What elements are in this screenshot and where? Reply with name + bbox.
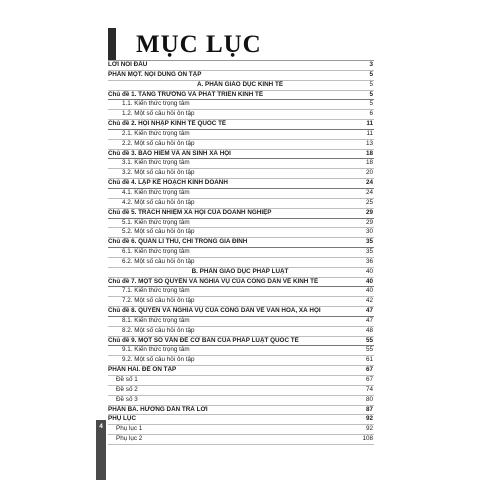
toc-entry-label: Chủ đề 6. QUẢN LÍ THU, CHI TRONG GIA ĐÌNH — [108, 238, 248, 246]
toc-entry-page: 61 — [365, 356, 373, 364]
toc-entry[interactable] — [108, 248, 374, 258]
toc-entry-page: 40 — [365, 287, 373, 295]
toc-entry-page: 3 — [369, 61, 373, 68]
toc-entry-page: 30 — [365, 228, 373, 236]
toc-entry-label: 6.2. Một số câu hỏi ôn tập — [122, 257, 195, 265]
toc-entry-label: Chủ đề 1. TĂNG TRƯỞNG VÀ PHÁT TRIỂN KINH TẾ — [108, 90, 264, 98]
toc-entry-page: 80 — [365, 395, 373, 403]
toc-entry-label: 9.2. Một số câu hỏi ôn tập — [122, 356, 195, 364]
toc-entry-label: A. PHẦN GIÁO DỤC KINH TẾ — [196, 80, 284, 88]
toc-entry-page: 87 — [365, 405, 373, 413]
toc-entry-label: 2.1. Kiến thức trọng tâm — [122, 129, 190, 137]
toc-entry[interactable] — [108, 415, 374, 425]
toc-entry-label: Đề số 3 — [116, 395, 138, 403]
toc-entry-page: 5 — [369, 70, 373, 78]
toc-entry[interactable] — [108, 140, 374, 150]
toc-entry-page: 20 — [365, 169, 373, 177]
toc-entry-label: PHỤ LỤC — [108, 415, 136, 423]
toc-entry-page: 11 — [366, 120, 373, 128]
toc-entry[interactable] — [108, 169, 374, 179]
toc-entry[interactable] — [108, 100, 374, 110]
toc-entry[interactable] — [108, 91, 374, 101]
toc-entry-label: Chủ đề 7. MỘT SỐ QUYỀN VÀ NGHĨA VỤ CỦA CÔNG DÂN VỀ KINH TẾ — [108, 277, 319, 285]
toc-entry[interactable] — [108, 435, 374, 445]
title-band — [108, 28, 374, 61]
toc-entry[interactable] — [108, 238, 374, 248]
toc-entry[interactable] — [108, 71, 374, 81]
toc-entry-page: 24 — [365, 179, 373, 187]
toc-entry-page: 47 — [365, 316, 373, 324]
toc-entry-label: Chủ đề 9. MỘT SỐ VẤN ĐỀ CƠ BẢN CỦA PHÁP LUẬT QUỐC TẾ — [108, 336, 299, 344]
toc-entry-label: 5.1. Kiến thức trọng tâm — [122, 218, 190, 226]
toc-entry-page: 40 — [365, 267, 373, 275]
toc-entry[interactable] — [108, 120, 374, 130]
toc-entry-label: 4.2. Một số câu hỏi ôn tập — [122, 198, 195, 206]
toc-entry[interactable] — [108, 209, 374, 219]
toc-entry[interactable] — [108, 150, 374, 160]
toc-entry-label: Chủ đề 4. LẬP KẾ HOẠCH KINH DOANH — [108, 179, 228, 187]
toc-entry[interactable] — [108, 199, 374, 209]
toc-entry[interactable] — [108, 406, 374, 416]
table-of-contents — [108, 61, 374, 445]
toc-entry-page: 55 — [365, 336, 373, 344]
toc-entry[interactable] — [108, 130, 374, 140]
toc-entry-label: Đề số 1 — [116, 376, 138, 383]
toc-entry-label: PHẦN BA. HƯỚNG DẪN TRẢ LỜI — [108, 405, 208, 413]
toc-entry-label: B. PHẦN GIÁO DỤC PHÁP LUẬT — [191, 267, 289, 275]
toc-entry[interactable] — [108, 376, 374, 386]
toc-entry-label: 9.1. Kiến thức trọng tâm — [122, 346, 190, 354]
toc-entry-label: Chủ đề 8. QUYỀN VÀ NGHĨA VỤ CỦA CÔNG DÂN VỀ VĂN HOÁ, XÃ HỘI — [108, 307, 321, 315]
toc-entry[interactable] — [108, 219, 374, 229]
toc-entry-page: 74 — [365, 385, 373, 393]
toc-entry-page: 6 — [369, 110, 373, 118]
toc-entry-label: Chủ đề 2. HỘI NHẬP KINH TẾ QUỐC TẾ — [108, 120, 227, 128]
toc-entry-label: 8.2. Một số câu hỏi ôn tập — [122, 326, 195, 334]
toc-entry[interactable] — [108, 317, 374, 327]
toc-entry-page: 67 — [365, 376, 373, 383]
toc-entry[interactable] — [108, 337, 374, 347]
toc-entry-page: 108 — [362, 435, 373, 443]
toc-entry[interactable] — [108, 189, 374, 199]
toc-entry-label: 7.1. Kiến thức trọng tâm — [122, 287, 190, 295]
page-title: MỤC LỤC — [136, 31, 262, 58]
toc-entry-page: 36 — [365, 257, 373, 265]
toc-entry[interactable] — [108, 179, 374, 189]
toc-entry[interactable] — [108, 81, 374, 91]
toc-entry[interactable] — [108, 228, 374, 238]
toc-entry[interactable] — [108, 61, 374, 71]
toc-entry[interactable] — [108, 327, 374, 337]
toc-entry-page: 5 — [369, 90, 373, 98]
toc-entry-page: 29 — [365, 218, 373, 226]
toc-entry[interactable] — [108, 346, 374, 356]
toc-entry-page: 47 — [365, 307, 373, 315]
toc-entry[interactable] — [108, 110, 374, 120]
toc-entry[interactable] — [108, 307, 374, 317]
toc-entry-label: Phụ lục 2 — [116, 435, 143, 443]
page-number: 4 — [99, 423, 103, 430]
toc-entry-page: 24 — [365, 188, 373, 196]
toc-entry[interactable] — [108, 268, 374, 278]
toc-entry[interactable] — [108, 258, 374, 268]
toc-entry[interactable] — [108, 287, 374, 297]
toc-entry-label: Chủ đề 5. TRÁCH NHIỆM XÃ HỘI CỦA DOANH NGHIỆP — [108, 208, 272, 216]
toc-entry-label: 4.1. Kiến thức trọng tâm — [122, 188, 190, 196]
toc-entry-page: 40 — [365, 277, 373, 285]
toc-entry-page: 67 — [365, 366, 373, 374]
toc-entry[interactable] — [108, 386, 374, 396]
toc-entry-page: 29 — [365, 208, 373, 216]
toc-entry-label: Đề số 2 — [116, 385, 138, 393]
toc-entry[interactable] — [108, 159, 374, 169]
toc-entry-page: 92 — [365, 425, 373, 433]
toc-entry-label: PHẦN HAI. ĐỀ ÔN TẬP — [108, 366, 177, 374]
toc-entry-page: 18 — [365, 159, 373, 167]
toc-entry-label: 3.2. Một số câu hỏi ôn tập — [122, 169, 195, 177]
toc-entry-label: 2.2. Một số câu hỏi ôn tập — [122, 139, 195, 147]
toc-entry-label: Phụ lục 1 — [116, 425, 143, 433]
toc-entry-label: LỜI NÓI ĐẦU — [108, 61, 148, 68]
toc-entry[interactable] — [108, 356, 374, 366]
title-accent-bar — [108, 28, 116, 60]
toc-entry-page: 92 — [365, 415, 373, 423]
toc-entry-page: 35 — [365, 248, 373, 256]
toc-entry[interactable] — [108, 278, 374, 288]
toc-entry-label: PHẦN MỘT. NỘI DUNG ÔN TẬP — [108, 70, 202, 78]
toc-entry[interactable] — [108, 297, 374, 307]
toc-entry-page: 35 — [365, 238, 373, 246]
toc-entry-label: 3.1. Kiến thức trọng tâm — [122, 159, 190, 167]
toc-entry-label: Chủ đề 3. BẢO HIỂM VÀ AN SINH XÃ HỘI — [108, 149, 231, 157]
toc-entry-label: 5.2. Một số câu hỏi ôn tập — [122, 228, 195, 236]
toc-entry-page: 25 — [365, 198, 373, 206]
toc-entry-page: 18 — [365, 149, 373, 157]
toc-entry-label: 1.2. Một số câu hỏi ôn tập — [122, 110, 195, 118]
toc-entry[interactable] — [108, 366, 374, 376]
toc-entry-page: 5 — [369, 100, 373, 108]
toc-entry-page: 42 — [365, 297, 373, 305]
toc-entry-label: 7.2. Một số câu hỏi ôn tập — [122, 297, 195, 305]
toc-entry-label: 1.1. Kiến thức trọng tâm — [122, 100, 190, 108]
toc-entry-page: 11 — [366, 129, 373, 137]
toc-entry[interactable] — [108, 396, 374, 406]
toc-entry-page: 55 — [365, 346, 373, 354]
toc-entry[interactable] — [108, 425, 374, 435]
toc-entry-page: 13 — [365, 139, 373, 147]
toc-entry-page: 48 — [365, 326, 373, 334]
toc-entry-page: 5 — [369, 80, 373, 88]
toc-entry-label: 6.1. Kiến thức trọng tâm — [122, 248, 190, 256]
toc-entry-label: 8.1. Kiến thức trọng tâm — [122, 316, 190, 324]
